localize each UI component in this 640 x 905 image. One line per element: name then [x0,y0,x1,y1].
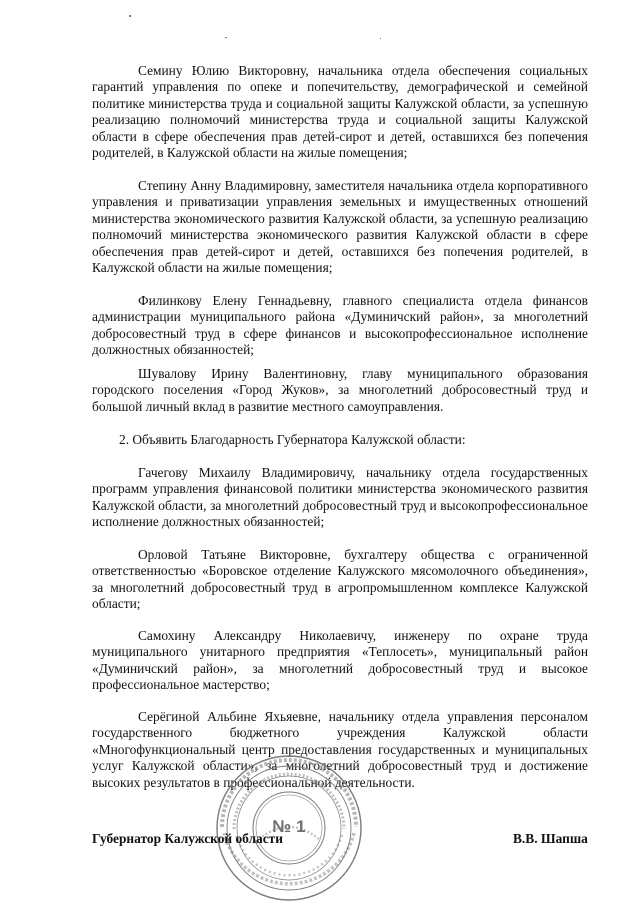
award-entry-samokhin: Самохину Александру Николаевичу, инженеру по охране труда муниципального унитарного предприятия «Теплосеть», муниципальный район «Думиничский район», за многолетний добросовестный труд и высокое профессиональное мастерство; [92,628,588,693]
official-seal [214,753,364,903]
award-entry-filinkova: Филинкову Елену Геннадьевну, главного специалиста отдела финансов администрации муниципального района «Думиничский район», за многолетний добросовестный труд в сфере финансов и высокопрофессиональное исполнение должностных обязанностей; [92,293,588,358]
seal-number: № 1 [272,817,306,836]
award-entry-shuvalova: Шувалову Ирину Валентиновну, главу муниципального образования городского поселения «Город Жуков», за многолетний добросовестный труд и большой личный вклад в развитие местного самоуправления. [92,366,588,414]
signature-position: Губернатор Калужской области [92,831,283,846]
award-entry-seregina: Серёгиной Альбине Яхьяевне, начальнику отдела управления персоналом государственного бюджетного учреждения Калужской области «Многофункциональный центр предоставления государственных и муниципальных услуг Калужской области», за многолетний добросовестный труд и достижение высоких результатов в профессиональной деятельности. [92,709,588,790]
scan-speck [225,37,227,38]
award-entry-orlova: Орловой Татьяне Викторовне, бухгалтеру общества с ограниченной ответственностью «Боровское отделение Калужского мясомолочного объединения», за многолетний добросовестный труд в агропромышленном комплексе Калужской области; [92,547,588,612]
scan-speck [129,15,131,17]
signature-name: В.В. Шапша [513,831,588,846]
award-entry-gachegov: Гачегову Михаилу Владимировичу, начальнику отдела государственных программ управления финансовой политики министерства экономического развития Калужской области, за многолетний добросовестный труд и высокопрофессиональное исполнение должностных обязанностей; [92,465,588,530]
section-heading: 2. Объявить Благодарность Губернатора Калужской области: [119,432,466,447]
award-entry-semina: Семину Юлию Викторовну, начальника отдела обеспечения социальных гарантий управления по опеке и попечительству, демографической и семейной политике министерства труда и социальной защиты Калужской области, за успешную реализацию полномочий министерства труда и социальной защиты Калужской области в сфере обеспечения прав детей-сирот и детей, оставшихся без попечения родителей, в Калужской области на жилые помещения; [92,63,588,161]
scan-speck [380,38,381,39]
award-entry-stepina: Степину Анну Владимировну, заместителя начальника отдела корпоративного управления и приватизации управления земельных и имущественных отношений министерства экономического развития Калужской области, за успешную реализацию полномочий министерства экономического развития Калужской области в сфере обеспечения прав детей-сирот и детей, оставшихся без попечения родителей, в Калужской области на жилые помещения; [92,178,588,276]
